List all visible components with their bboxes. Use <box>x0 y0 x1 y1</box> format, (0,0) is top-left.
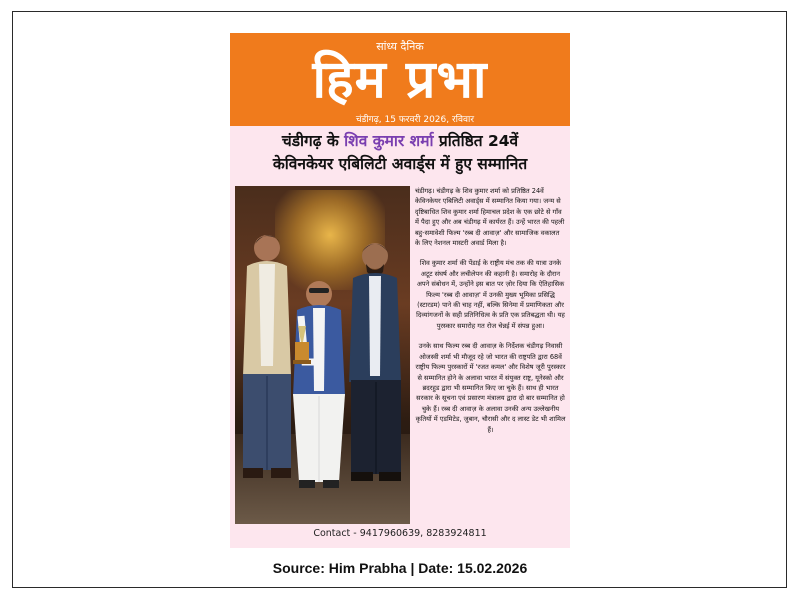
photo-figures <box>235 186 410 524</box>
contact-line: Contact - 9417960639, 8283924811 <box>313 528 487 539</box>
article-paragraph-3: उनके साथ फिल्म रब्ब दी आवाज़ के निर्देशक चंडीगढ़ निवासी ओजस्वी शर्मा भी मौजूद रहे जो भारत की राष्ट्रपति द्वारा 68वें राष्ट्रीय फिल्म पुरस्कारों में 'रजत कमल' और विशेष जूरी पुरस्कार से सम्मानित होने के अलावा भारत में संयुक्त राष्ट्र, यूनेस्को और ब्रदरहुड द्वारा भी सम्मानित किए जा चुके हैं। साथ ही भारत सरकार के सूचना एवं प्रसारण मंत्रालय द्वारा दो बार सम्मानित हो चुके हैं। रब्ब दी आवाज़ के अलावा उनकी अन्य उल्लेखनीय कृतियों में एडमिटेड, जुबान, चौरासी और द लास्ट डेट भी शामिल हैं। <box>415 342 566 434</box>
person-left <box>243 235 291 478</box>
person-right <box>349 243 401 481</box>
headline-suffix: प्रतिष्ठित 24वें <box>433 132 519 150</box>
headline-line-2: केविनकेयर एबिलिटी अवार्ड्स में हुए सम्मानित <box>272 155 528 173</box>
article-paragraph-2: शिव कुमार शर्मा की पेंडाई के राष्ट्रीय मंच तक की यात्रा उनके अटूट संघर्ष और लचीलेपन की कहानी है। समारोह के दौरान अपने संबोधन में, उन्होंने इस बात पर ज़ोर दिया कि ऐतिहासिक फिल्म 'रब्ब दी आवाज़' में उनकी मुख्य भूमिका प्रसिद्धि (स्टारडम) पाने की चाह नहीं, बल्कि सिनेमा में प्रमाणिकता और दिव्यांगजनों के सही प्रतिनिधित्व के प्रति एक प्रतिबद्धता थी। यह पुरस्कार समारोह गत रोज चेन्नई में संपन्न हुआ। <box>416 259 565 330</box>
masthead-dateline: चंडीगढ़, 15 फरवरी 2026, रविवार <box>355 115 474 125</box>
headline <box>238 130 562 176</box>
newspaper-title: हिम प्रभा <box>312 50 488 110</box>
article-body <box>415 186 566 435</box>
headline-prefix: चंडीगढ़ के <box>281 132 345 150</box>
newspaper-clipping <box>230 33 570 548</box>
source-caption: Source: Him Prabha | Date: 15.02.2026 <box>272 560 528 576</box>
masthead-tagline: सांध्य दैनिक <box>376 40 424 53</box>
article-paragraph-1: चंडीगढ़। चंडीगढ़ के शिव कुमार शर्मा को प्रतिष्ठित 24वें केविनकेयर एबिलिटी अवार्ड्स में सम्मानित किया गया। जन्म से दृष्टिबाधित शिव कुमार शर्मा हिमाचल प्रदेश के एक छोटे से गाँव में पैदा हुए और अब चंडीगढ़ में कार्यरत हैं। उन्हें भारत की पहली बहु-समावेशी फिल्म 'रब्ब दी आवाज़' और सामाजिक वकालत के लिए नेशनल मास्टरी अवार्ड मिला है। <box>415 187 565 248</box>
person-middle <box>293 281 345 488</box>
headline-line-1 <box>238 130 562 153</box>
award-photo <box>235 186 410 524</box>
masthead <box>230 33 570 126</box>
headline-name: शिव कुमार शर्मा <box>344 132 434 150</box>
